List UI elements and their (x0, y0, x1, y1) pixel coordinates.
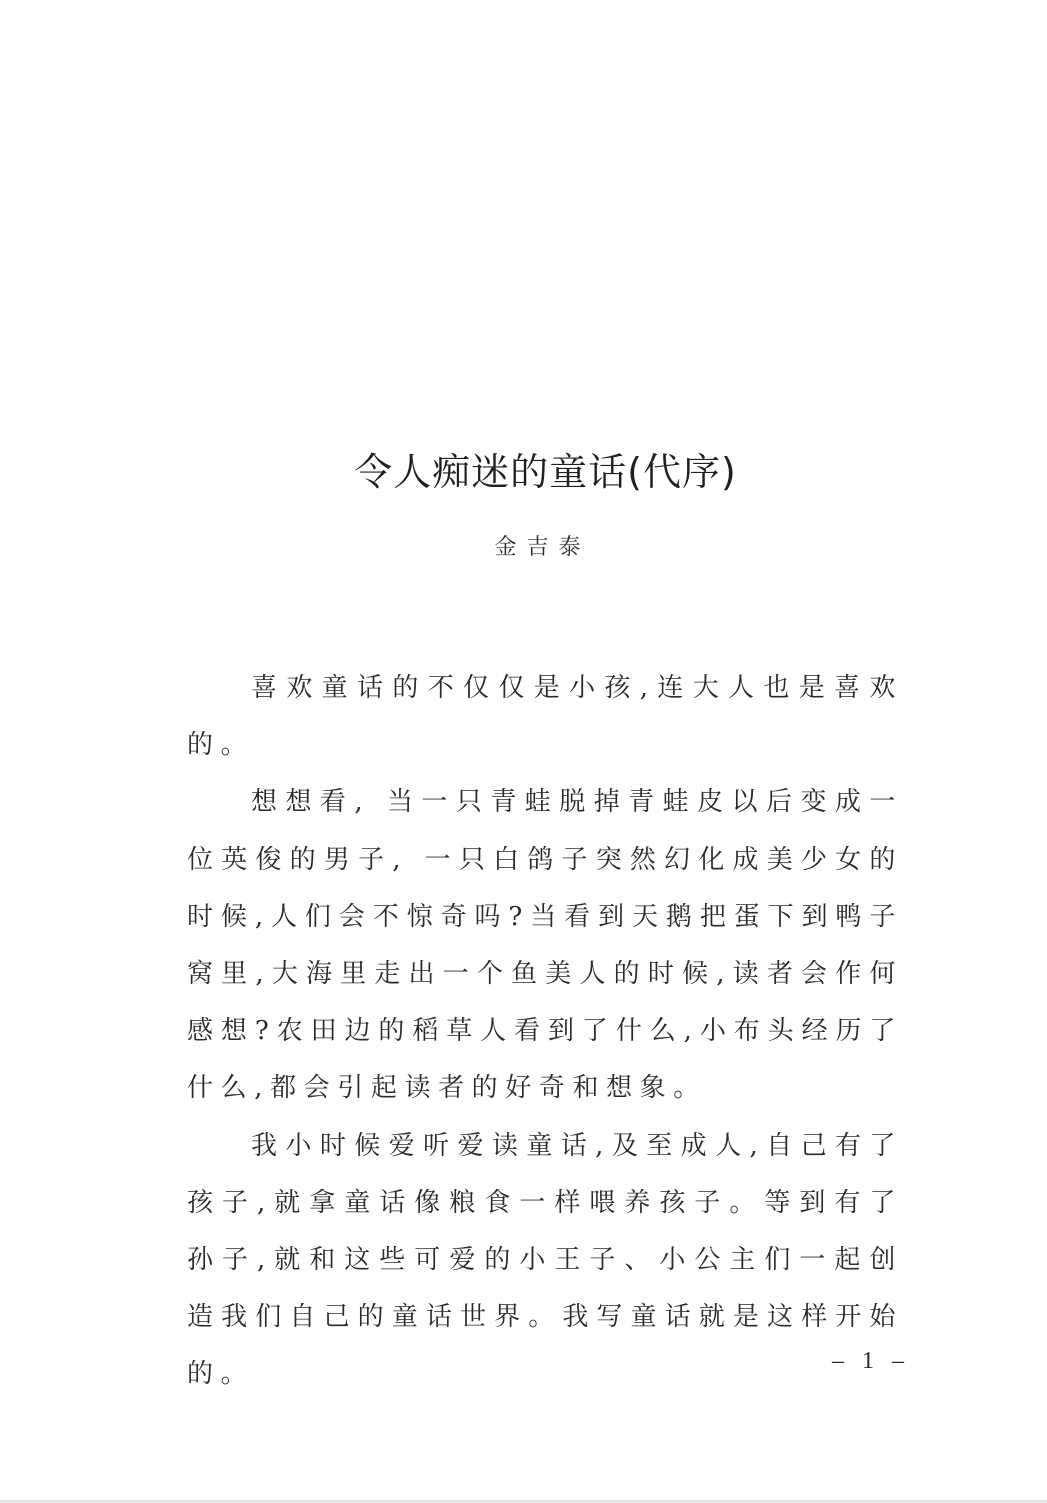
page-number: – 1 – (832, 1348, 910, 1374)
chapter-title: 令人痴迷的童话(代序) (354, 450, 737, 494)
body-text (187, 660, 903, 1404)
author-name: 金吉泰 (494, 535, 591, 560)
paragraph-2: 想想看, 当一只青蛙脱掉青蛙皮以后变成一位英俊的男子, 一只白鸽子突然幻化成美少女的时候,人们会不惊奇吗?当看到天鹅把蛋下到鸭子窝里,大海里走出一个鱼美人的时候,读者会作何感想?农田边的稻草人看到了什么,小布头经历了什么,都会引起读者的好奇和想象。 (187, 787, 903, 1104)
paragraph-1: 喜欢童话的不仅仅是小孩,连大人也是喜欢的。 (187, 673, 903, 761)
paragraph-3: 我小时候爱听爱读童话,及至成人,自己有了孩子,就拿童话像粮食一样喂养孩子。等到有了孙子,就和这些可爱的小王子、小公主们一起创造我们自己的童话世界。我写童话就是这样开始的。 (187, 1130, 903, 1390)
